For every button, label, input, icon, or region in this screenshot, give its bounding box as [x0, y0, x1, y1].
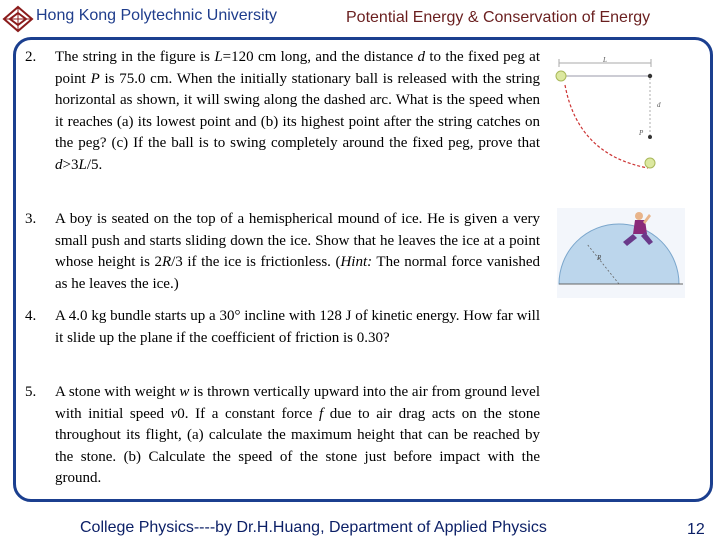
problem-text: A 4.0 kg bundle starts up a 30° incline with 128 J of kinetic energy. How far will it slide up the plane if the coefficient of friction is 0.30?	[55, 308, 540, 346]
peg	[648, 135, 652, 139]
label-p: P	[639, 129, 644, 137]
slide-title: Potential Energy & Conservation of Energy	[346, 9, 651, 26]
university-name: Hong Kong Polytechnic University	[36, 7, 278, 24]
problem-text: The string in the figure is L=120 cm long, and the distance d to the fixed peg at point P is 75.0 cm. When the initially stationary ball is released with the string horizontal as shown, it will swing along the dashed arc. What is the speed when it reaches (a) its lowest point and (b) its highest point after the string catches on the peg? (c) If the ball is to swing completely around the fixed peg, prove that d>3L/5.	[55, 49, 540, 173]
label-l: L	[603, 56, 607, 64]
page-number: 12	[687, 521, 705, 538]
problem-number: 4.	[25, 308, 37, 324]
slide-header	[0, 0, 720, 36]
problem-text: A stone with weight w is thrown vertically upward into the air from ground level with initial speed v0. If a constant force f due to air drag acts on the stone throughout its flight, (a) calculate the maximum height that can be reached by the stone. (b) Calculate the speed of the stone just before impact with the ground.	[55, 384, 540, 487]
ball-start	[556, 71, 566, 81]
problem-text: A boy is seated on the top of a hemispherical mound of ice. He is given a very small push and starts sliding down the ice. Show that he leaves the ice at a point whose height is 2R/3 if the ice is frictionless. (Hint: The normal force vanished as he leaves the ice.)	[55, 211, 540, 292]
problem-number: 2.	[25, 49, 37, 65]
label-d: d	[657, 101, 661, 109]
ball-lowest	[645, 158, 655, 168]
label-r: R	[597, 254, 602, 262]
swing-arc	[565, 85, 648, 168]
pendulum-figure	[553, 55, 683, 180]
pivot	[648, 74, 652, 78]
ice-mound-figure	[557, 208, 685, 298]
problem-number: 5.	[25, 384, 37, 400]
polyu-logo-icon	[2, 5, 34, 33]
footer-credit: College Physics----by Dr.H.Huang, Department of Applied Physics	[80, 519, 547, 536]
problem-number: 3.	[25, 211, 37, 227]
